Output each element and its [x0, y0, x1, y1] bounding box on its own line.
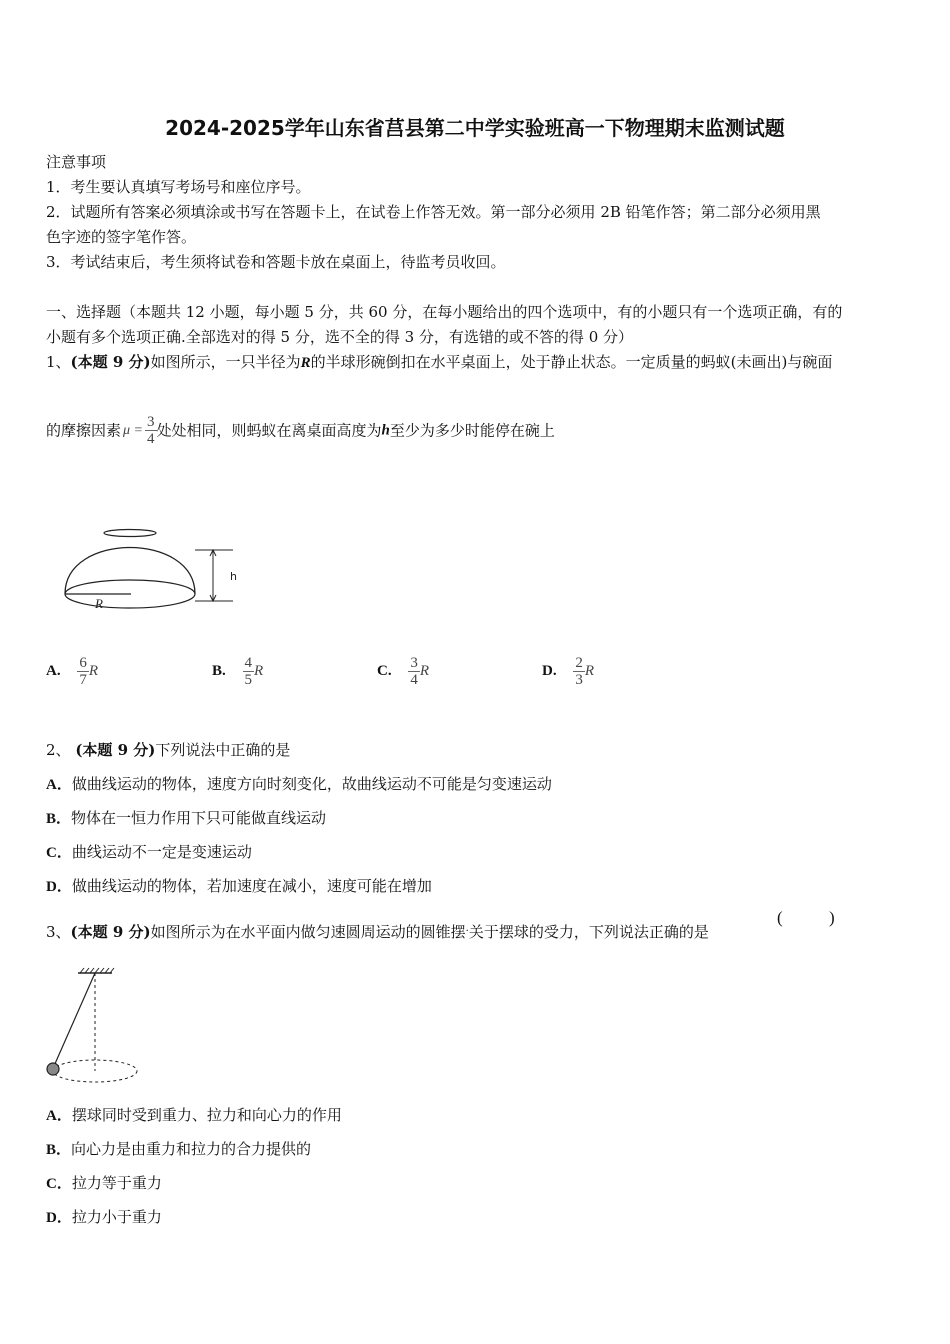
q1-stem-line1: [46, 352, 832, 373]
notice-heading: 注意事项: [46, 153, 107, 171]
q2-option-c[interactable]: [46, 842, 252, 863]
q2-option-b-label: B．: [46, 811, 72, 827]
pendulum-bob: [47, 1063, 59, 1075]
section-instructions-line1: 一、选择题（本题共 12 小题，每小题 5 分，共 60 分，在每小题给出的四个选项中，有的小题只有一个选项正确，有的: [46, 303, 843, 321]
q2-option-a[interactable]: [46, 774, 552, 795]
q1-points: (本题 9 分): [70, 353, 151, 371]
pendulum-string: [54, 973, 95, 1066]
radius-label: R: [95, 596, 103, 611]
q1-option-d[interactable]: [542, 655, 594, 688]
q1-mu: μ =: [123, 422, 143, 438]
q3-option-b-text: 向心力是由重力和拉力的合力提供的: [71, 1140, 312, 1158]
q3-option-b-label: B．: [46, 1142, 72, 1158]
q3-option-c-text: 拉力等于重力: [71, 1174, 162, 1192]
q2-option-d[interactable]: [46, 876, 432, 897]
q3-mark: ·: [465, 926, 469, 937]
q3-option-d-text: 拉力小于重力: [71, 1208, 162, 1226]
q1-text-e: 至少为多少时能停在碗上: [389, 421, 555, 440]
q2-option-b-text: 物体在一恒力作用下只可能做直线运动: [71, 809, 327, 827]
q1-option-c-num: 3: [410, 655, 418, 671]
q3-option-a-text: 摆球同时受到重力、拉力和向心力的作用: [71, 1106, 342, 1124]
q1-option-b-label: B.: [212, 663, 226, 679]
q2-stem: [46, 740, 290, 760]
q2-option-a-text: 做曲线运动的物体，速度方向时刻变化，故曲线运动不可能是匀变速运动: [71, 775, 552, 793]
notice-item-1: 1．考生要认真填写考场号和座位序号。: [46, 178, 311, 196]
q3-number: 3、: [46, 923, 71, 941]
q1-option-d-num: 2: [575, 655, 583, 671]
q1-option-c-label: C.: [377, 663, 392, 679]
q1-option-a-den: 7: [79, 672, 87, 688]
q2-option-d-text: 做曲线运动的物体，若加速度在减小，速度可能在增加: [71, 877, 432, 895]
q1-option-d-var: R: [584, 663, 595, 679]
q3-answer-paren-open: (: [777, 908, 783, 927]
q3-points: (本题 9 分): [70, 923, 151, 941]
q1-option-b-num: 4: [244, 655, 253, 671]
bowl-base-ring: [104, 530, 156, 537]
q1-number: 1、: [46, 353, 71, 371]
q1-var-R: R: [300, 355, 311, 371]
q1-option-c-var: R: [419, 663, 430, 679]
q1-mu-fraction: [145, 414, 157, 447]
q1-option-b-var: R: [254, 663, 264, 679]
ceiling-hatch: [80, 968, 114, 973]
q2-text: 下列说法中正确的是: [155, 741, 291, 759]
q1-option-d-den: 3: [575, 672, 583, 688]
q1-var-h: h: [381, 422, 390, 439]
bowl-outline: [65, 548, 195, 595]
notice-item-3: 3．考试结束后，考生须将试卷和答题卡放在桌面上，待监考员收回。: [46, 253, 506, 271]
q2-option-b[interactable]: [46, 808, 326, 829]
notice-item-2-cont: 色字迹的签字笔作答。: [46, 228, 197, 246]
q2-option-a-label: A．: [46, 777, 72, 793]
q3-option-a-label: A．: [46, 1108, 72, 1124]
q3-option-c-label: C．: [46, 1176, 72, 1192]
q1-option-d-label: D.: [542, 663, 557, 679]
q1-text-b: 的半球形碗倒扣在水平桌面上，处于静止状态。一定质量的蚂蚁(未画出)与碗面: [310, 353, 833, 371]
q3-option-c[interactable]: [46, 1173, 162, 1194]
q3-option-d-label: D．: [46, 1210, 72, 1226]
q3-pendulum-figure: [40, 965, 150, 1090]
q1-bowl-figure: [55, 524, 245, 614]
notice-item-2: 2．试题所有答案必须填涂或书写在答题卡上，在试卷上作答无效。第一部分必须用 2B 铅笔作答；第二部分必须用黑: [46, 203, 821, 221]
q3-option-d[interactable]: [46, 1207, 162, 1228]
q1-text-d: 处处相同，则蚂蚁在离桌面高度为: [156, 421, 382, 440]
page-title: 2024-2025学年山东省莒县第二中学实验班高一下物理期末监测试题: [165, 116, 785, 140]
q2-points: (本题 9 分): [75, 741, 156, 759]
q2-option-c-text: 曲线运动不一定是变速运动: [71, 843, 252, 861]
q3-stem: [46, 922, 709, 942]
q2-option-d-label: D．: [46, 879, 72, 895]
q3-text-b: 关于摆球的受力，下列说法正确的是: [468, 923, 709, 941]
q1-text-a: 如图所示，一只半径为: [150, 353, 301, 371]
q1-option-b-fraction: [243, 655, 255, 688]
q2-option-c-label: C．: [46, 845, 72, 861]
q1-mu-num: 3: [147, 414, 155, 430]
q1-option-c-fraction: [408, 655, 420, 688]
height-label: h: [230, 570, 237, 583]
q1-option-b-den: 5: [244, 672, 253, 688]
q1-mu-den: 4: [147, 431, 155, 447]
q1-option-a-label: A.: [46, 663, 61, 679]
q1-option-a[interactable]: [46, 655, 98, 688]
q1-option-a-fraction: [77, 655, 89, 688]
q2-number: 2、: [46, 741, 71, 759]
q1-option-a-num: 6: [79, 655, 87, 671]
q1-option-b[interactable]: [212, 655, 263, 688]
q3-option-b[interactable]: [46, 1139, 311, 1160]
section-instructions-line2: 小题有多个选项正确.全部选对的得 5 分，选不全的得 3 分，有选错的或不答的得 0 分）: [46, 328, 634, 346]
q1-option-c[interactable]: [377, 655, 429, 688]
q1-option-d-fraction: [573, 655, 585, 688]
q1-option-a-var: R: [88, 663, 99, 679]
q3-option-a[interactable]: [46, 1105, 342, 1126]
q1-stem-line2: [46, 414, 555, 447]
q3-text-a: 如图所示为在水平面内做匀速圆周运动的圆锥摆: [150, 923, 466, 941]
q1-option-c-den: 4: [410, 672, 418, 688]
q3-answer-paren-close: ): [829, 908, 835, 927]
q1-text-c: 的摩擦因素: [46, 421, 122, 440]
